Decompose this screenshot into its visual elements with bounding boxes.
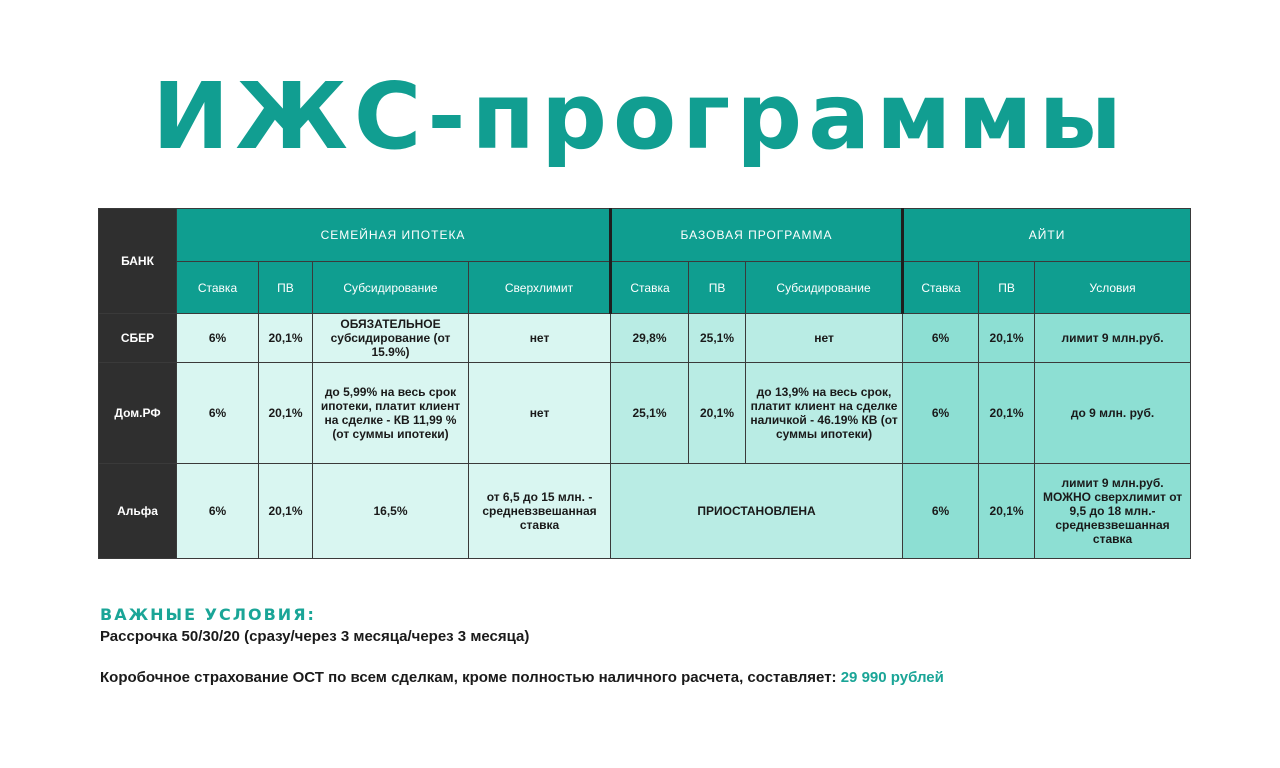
table-cell: нет — [746, 314, 903, 363]
table-cell: 20,1% — [979, 464, 1035, 559]
table-cell: 29,8% — [611, 314, 689, 363]
table-cell: лимит 9 млн.руб. МОЖНО сверхлимит от 9,5 до 18 млн.- средневзвешанная ставка — [1035, 464, 1191, 559]
group-header-family: СЕМЕЙНАЯ ИПОТЕКА — [177, 209, 611, 262]
table-cell: лимит 9 млн.руб. — [1035, 314, 1191, 363]
table-cell: нет — [469, 363, 611, 464]
bank-name: СБЕР — [99, 314, 177, 363]
installment-condition: Рассрочка 50/30/20 (сразу/через 3 месяца/через 3 месяца) — [100, 628, 530, 645]
subheader-base-rate: Ставка — [611, 262, 689, 314]
table-cell: от 6,5 до 15 млн. - средневзвешанная ставка — [469, 464, 611, 559]
insurance-amount: 29 990 рублей — [840, 669, 944, 686]
insurance-condition — [100, 669, 944, 686]
subheader-it-conditions: Условия — [1035, 262, 1191, 314]
bank-name: Альфа — [99, 464, 177, 559]
table-cell: до 9 млн. руб. — [1035, 363, 1191, 464]
table-cell: 20,1% — [259, 314, 313, 363]
table-cell: до 5,99% на весь срок ипотеки, платит клиент на сделке - КВ 11,99 % (от суммы ипотеки) — [313, 363, 469, 464]
table-cell: 6% — [177, 464, 259, 559]
group-header-base: БАЗОВАЯ ПРОГРАММА — [611, 209, 903, 262]
subheader-family-overlimit: Сверхлимит — [469, 262, 611, 314]
group-header-it: АЙТИ — [903, 209, 1191, 262]
table-row — [99, 464, 1191, 559]
table-cell: 20,1% — [259, 464, 313, 559]
table-cell: 6% — [903, 363, 979, 464]
subheader-base-dp: ПВ — [689, 262, 746, 314]
table-cell: 20,1% — [689, 363, 746, 464]
table-cell: 6% — [903, 314, 979, 363]
table-cell: 6% — [903, 464, 979, 559]
subheader-it-rate: Ставка — [903, 262, 979, 314]
table-cell: до 13,9% на весь срок, платит клиент на сделке наличкой - 46.19% КВ (от суммы ипотеки) — [746, 363, 903, 464]
bank-header: БАНК — [99, 209, 177, 314]
subheader-base-subsidy: Субсидирование — [746, 262, 903, 314]
bank-name: Дом.РФ — [99, 363, 177, 464]
table-cell: 20,1% — [979, 314, 1035, 363]
table-row — [99, 363, 1191, 464]
suspended-cell: ПРИОСТАНОВЛЕНА — [611, 464, 903, 559]
table-cell: 16,5% — [313, 464, 469, 559]
subheader-family-subsidy: Субсидирование — [313, 262, 469, 314]
subheader-family-dp: ПВ — [259, 262, 313, 314]
conditions-title: ВАЖНЫЕ УСЛОВИЯ: — [100, 605, 316, 624]
table-cell: 25,1% — [611, 363, 689, 464]
table-cell: 20,1% — [979, 363, 1035, 464]
table-cell: 20,1% — [259, 363, 313, 464]
table-cell: 25,1% — [689, 314, 746, 363]
table-cell: нет — [469, 314, 611, 363]
subheader-family-rate: Ставка — [177, 262, 259, 314]
page-title: ИЖС-программы — [152, 63, 1128, 170]
table-cell: ОБЯЗАТЕЛЬНОЕ субсидирование (от 15.9%) — [313, 314, 469, 363]
insurance-text: Коробочное страхование ОСТ по всем сделкам, кроме полностью наличного расчета, составляет: — [100, 669, 841, 686]
table-cell: 6% — [177, 314, 259, 363]
table-row — [99, 314, 1191, 363]
mortgage-programs-table — [98, 208, 1191, 559]
table-cell: 6% — [177, 363, 259, 464]
subheader-it-dp: ПВ — [979, 262, 1035, 314]
